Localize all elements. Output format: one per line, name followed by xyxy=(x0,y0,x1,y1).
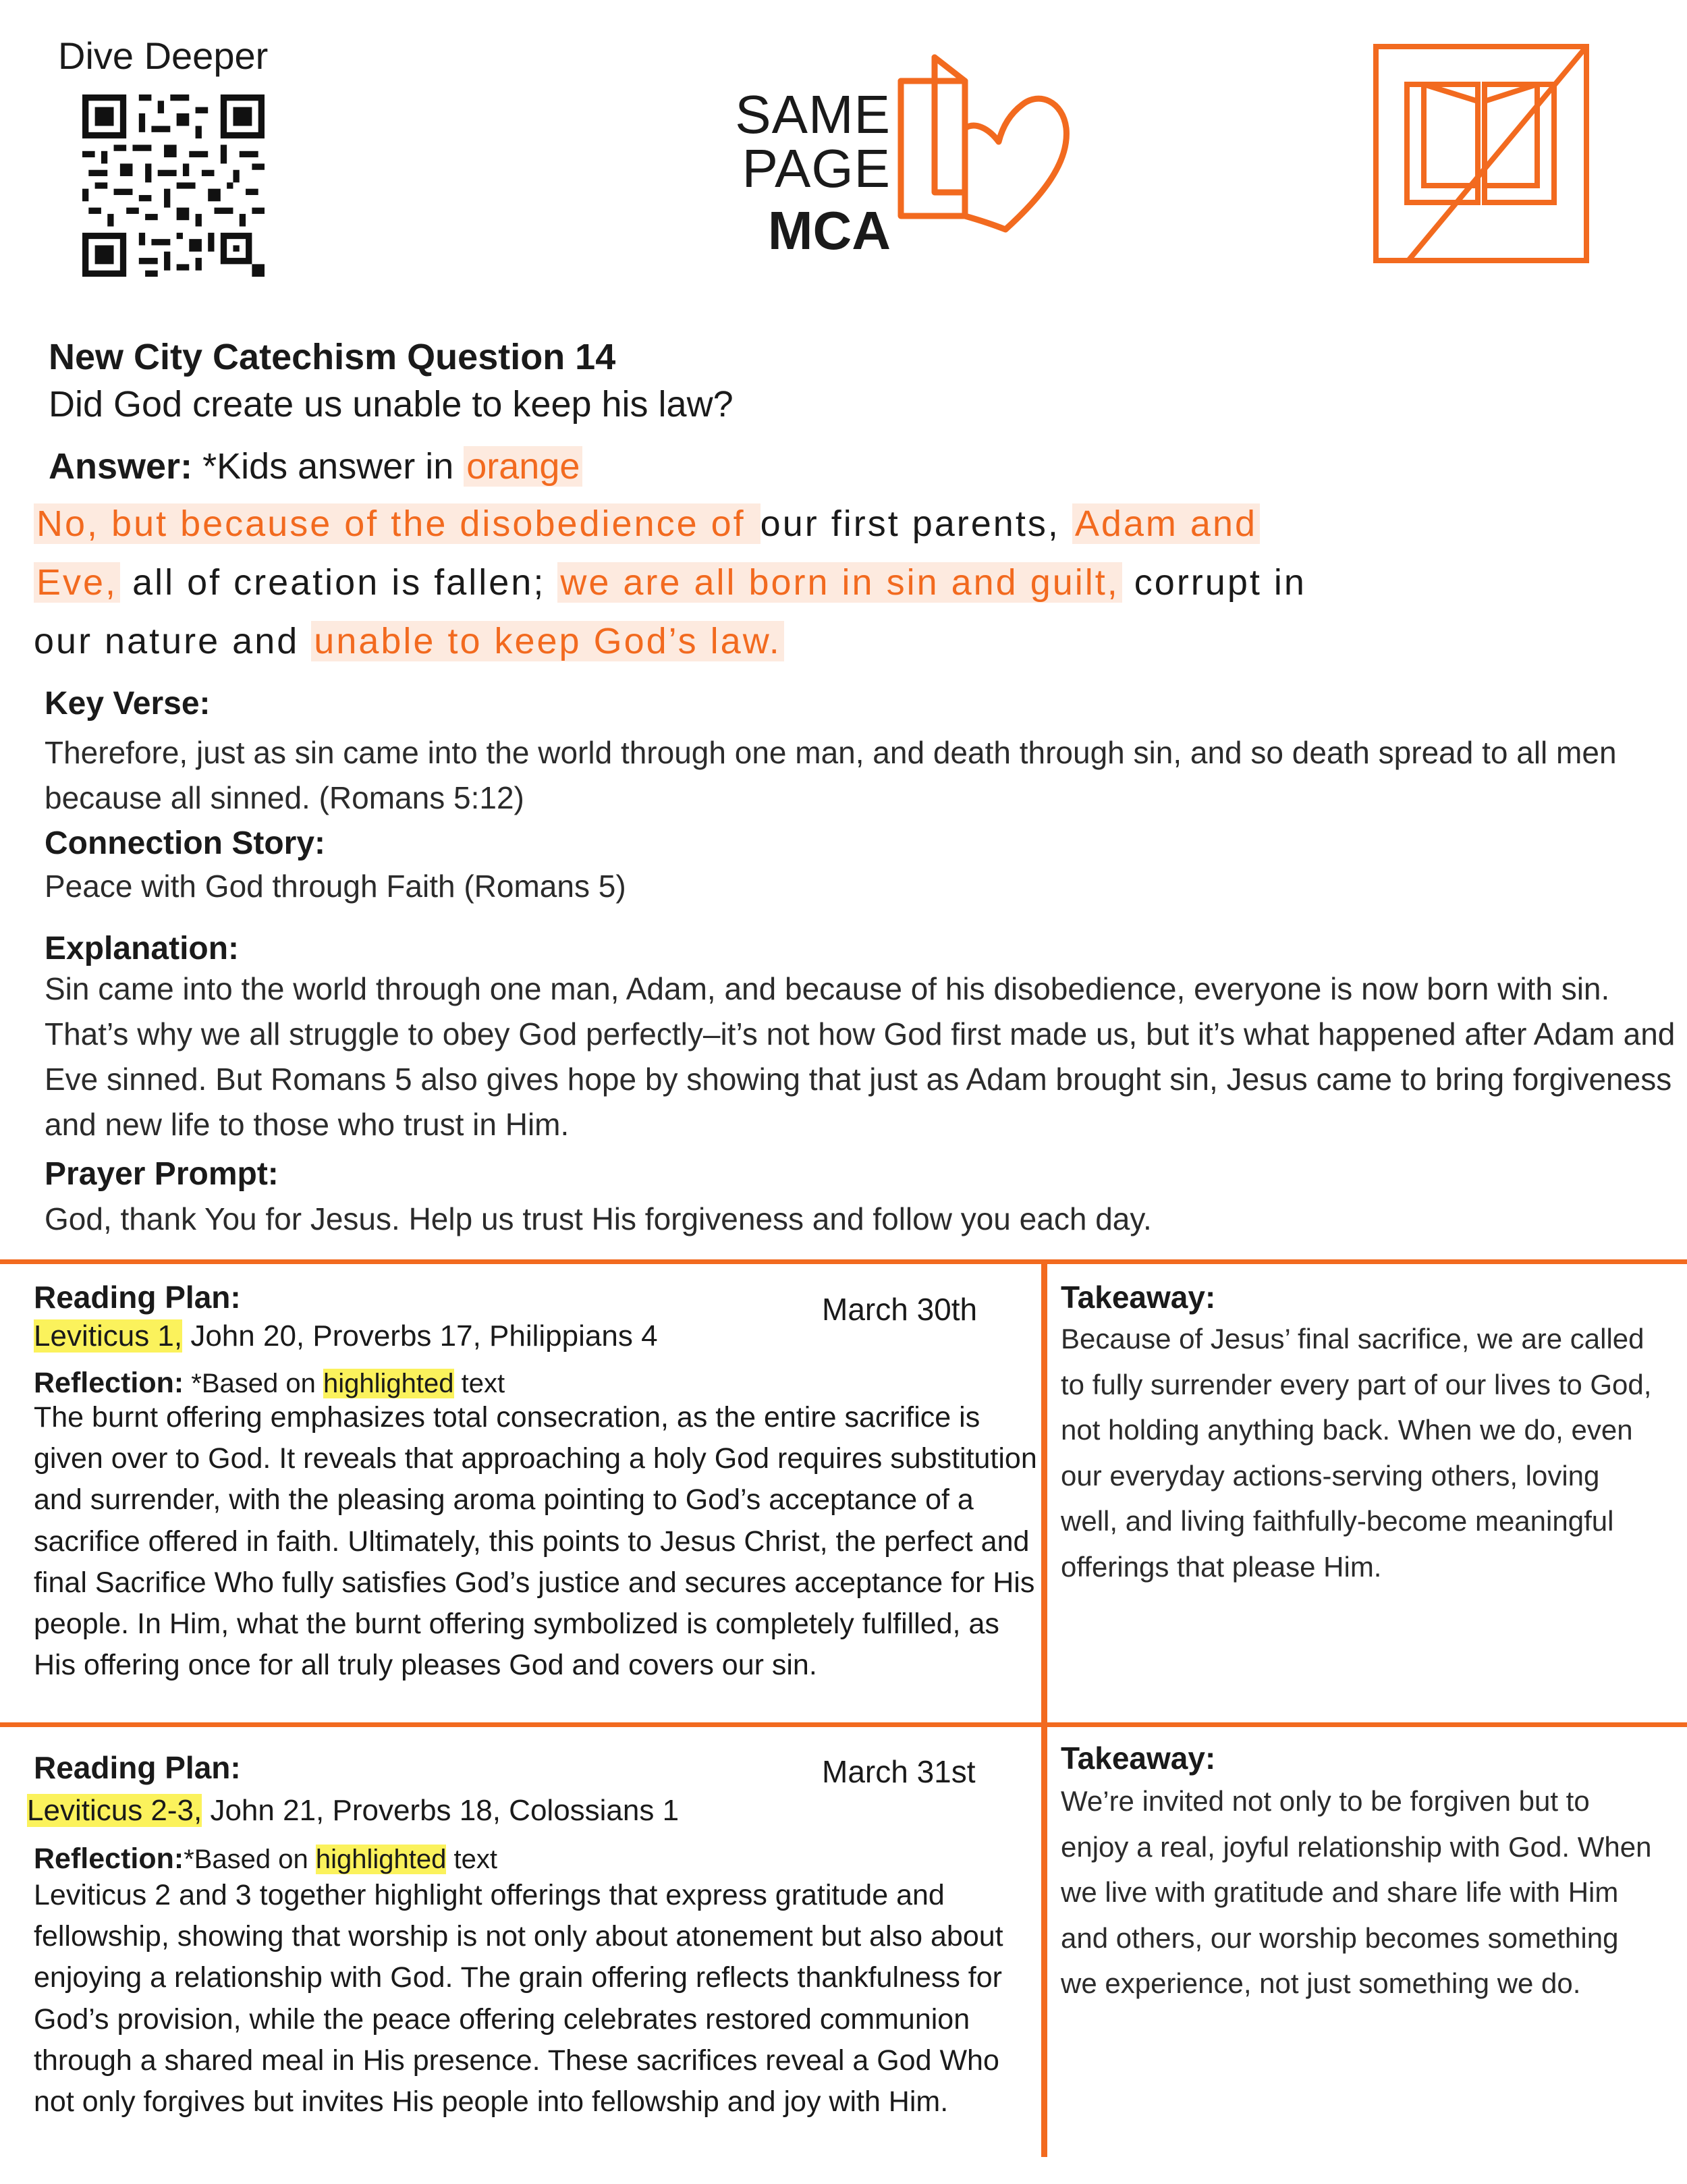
reading-plan-date: March 30th xyxy=(822,1292,978,1327)
takeaway-text: We’re invited not only to be forgiven but to enjoy a real, joyful relationship with God. When we live with gratitude and share life with Him and others, our worship becomes something we experience, not just something we do. xyxy=(1061,1785,1652,1999)
explanation-label: Explanation: xyxy=(45,931,240,966)
reflection-text: Leviticus 2 and 3 together highlight offerings that express gratitude and fellowship, showing that worship is not only about atonement but also about enjoying a relationship with God. The grain offering reflects thankfulness for God’s provision, while the peace offering celebrates restored communion through a shared meal in His presence. These sacrifices reveal a God Who not only forgives but invites His people into fellowship and joy with Him. xyxy=(34,1879,1003,2119)
answer-kids-part: unable to keep God’s law. xyxy=(311,621,783,661)
other-passages: John 21, Proverbs 18, Colossians 1 xyxy=(202,1794,680,1827)
key-verse-text: Therefore, just as sin came into the world through one man, and death through sin, and so death spread to all men because all sinned. (Romans 5:12) xyxy=(45,735,1617,815)
connection-story-label: Connection Story: xyxy=(45,825,325,861)
answer-label: Answer: xyxy=(49,446,193,487)
answer-kids-part: Adam and xyxy=(1072,503,1260,544)
takeaway-text: Because of Jesus’ final sacrifice, we are called to fully surrender every part of our lives to God, not holding anything back. When we do, even our everyday actions-serving others, loving well, and living faithfully-become meaningful offerings that please Him. xyxy=(1061,1323,1652,1583)
takeaway-label: Takeaway: xyxy=(1061,1280,1216,1315)
answer-line-3 xyxy=(34,620,784,662)
key-verse-label: Key Verse: xyxy=(45,686,211,721)
logo-line-2: MCA xyxy=(767,200,891,261)
highlighted-passage: Leviticus 1, xyxy=(34,1319,183,1353)
connection-story-text: Peace with God through Faith (Romans 5) xyxy=(45,869,626,904)
logo-line-1: SAME PAGE xyxy=(735,84,891,198)
answer-text: all of creation is fallen; xyxy=(120,562,558,603)
answer-kids-part: Eve, xyxy=(34,562,120,603)
based-on-suffix: text xyxy=(453,1369,505,1398)
other-passages: John 20, Proverbs 17, Philippians 4 xyxy=(182,1319,658,1353)
reading-plan-date: March 31st xyxy=(822,1754,976,1789)
answer-note: *Kids answer in xyxy=(202,446,464,487)
answer-kids-part: No, but because of the disobedience of xyxy=(34,503,760,544)
reflection-label: Reflection: xyxy=(34,1367,184,1399)
answer-text: corrupt in xyxy=(1122,562,1306,603)
qr-code-icon[interactable] xyxy=(82,94,265,277)
based-on-highlight: highlighted xyxy=(315,1845,447,1874)
based-on-highlight: highlighted xyxy=(323,1369,454,1398)
prayer-prompt-text: God, thank You for Jesus. Help us trust His forgiveness and follow you each day. xyxy=(45,1201,1152,1236)
reflection-label: Reflection: xyxy=(34,1842,184,1875)
explanation-text: Sin came into the world through one man, Adam, and because of his disobedience, everyone is now born with sin. That’s why we all struggle to obey God perfectly–it’s not how God first made us, but it’s what happened after Adam and Eve sinned. But Romans 5 also gives hope by showing that just as Adam brought sin, Jesus came to bring forgiveness and new life to those who trust in Him. xyxy=(45,971,1676,1142)
highlighted-passage: Leviticus 2-3, xyxy=(27,1794,202,1827)
column-divider xyxy=(1041,1259,1047,2157)
prayer-prompt-label: Prayer Prompt: xyxy=(45,1156,279,1192)
answer-heading xyxy=(49,445,582,487)
answer-text: our first parents, xyxy=(760,503,1072,544)
section-divider xyxy=(0,1259,1687,1264)
answer-line-1 xyxy=(34,503,1260,545)
answer-line-2 xyxy=(34,562,1306,603)
reflection-heading xyxy=(34,1842,497,1876)
based-on-note: *Based on xyxy=(184,1369,324,1398)
reflection-text: The burnt offering emphasizes total consecration, as the entire sacrifice is given over to God. It reveals that approaching a holy God requires substitution and surrender, with the pleasing aroma pointing to God’s acceptance of a sacrifice offered in faith. Ultimately, this points to Jesus Christ, the perfect and final Sacrifice Who fully satisfies God’s justice and secures acceptance for His people. In Him, what the burnt offering symbolized is completely fulfilled, as His offering once for all truly pleases God and covers our sin. xyxy=(34,1401,1037,1682)
answer-text: our nature and xyxy=(34,621,312,661)
catechism-question: Did God create us unable to keep his law? xyxy=(49,384,734,425)
crossed-book-icon xyxy=(1373,44,1589,263)
catechism-title: New City Catechism Question 14 xyxy=(49,337,616,377)
reading-plan-passages xyxy=(27,1794,679,1828)
based-on-suffix: text xyxy=(446,1845,497,1874)
book-heart-icon xyxy=(887,54,1076,236)
reading-plan-label: Reading Plan: xyxy=(34,1280,241,1315)
reading-plan-passages xyxy=(34,1319,658,1353)
answer-note-orange: orange xyxy=(464,446,582,487)
reflection-heading xyxy=(34,1367,505,1400)
dive-deeper-label: Dive Deeper xyxy=(58,34,269,77)
takeaway-label: Takeaway: xyxy=(1061,1741,1216,1776)
section-divider xyxy=(0,1722,1687,1727)
based-on-note: *Based on xyxy=(184,1845,316,1874)
answer-kids-part: we are all born in sin and guilt, xyxy=(557,562,1122,603)
same-page-wordmark xyxy=(594,84,891,261)
reading-plan-label: Reading Plan: xyxy=(34,1750,241,1785)
